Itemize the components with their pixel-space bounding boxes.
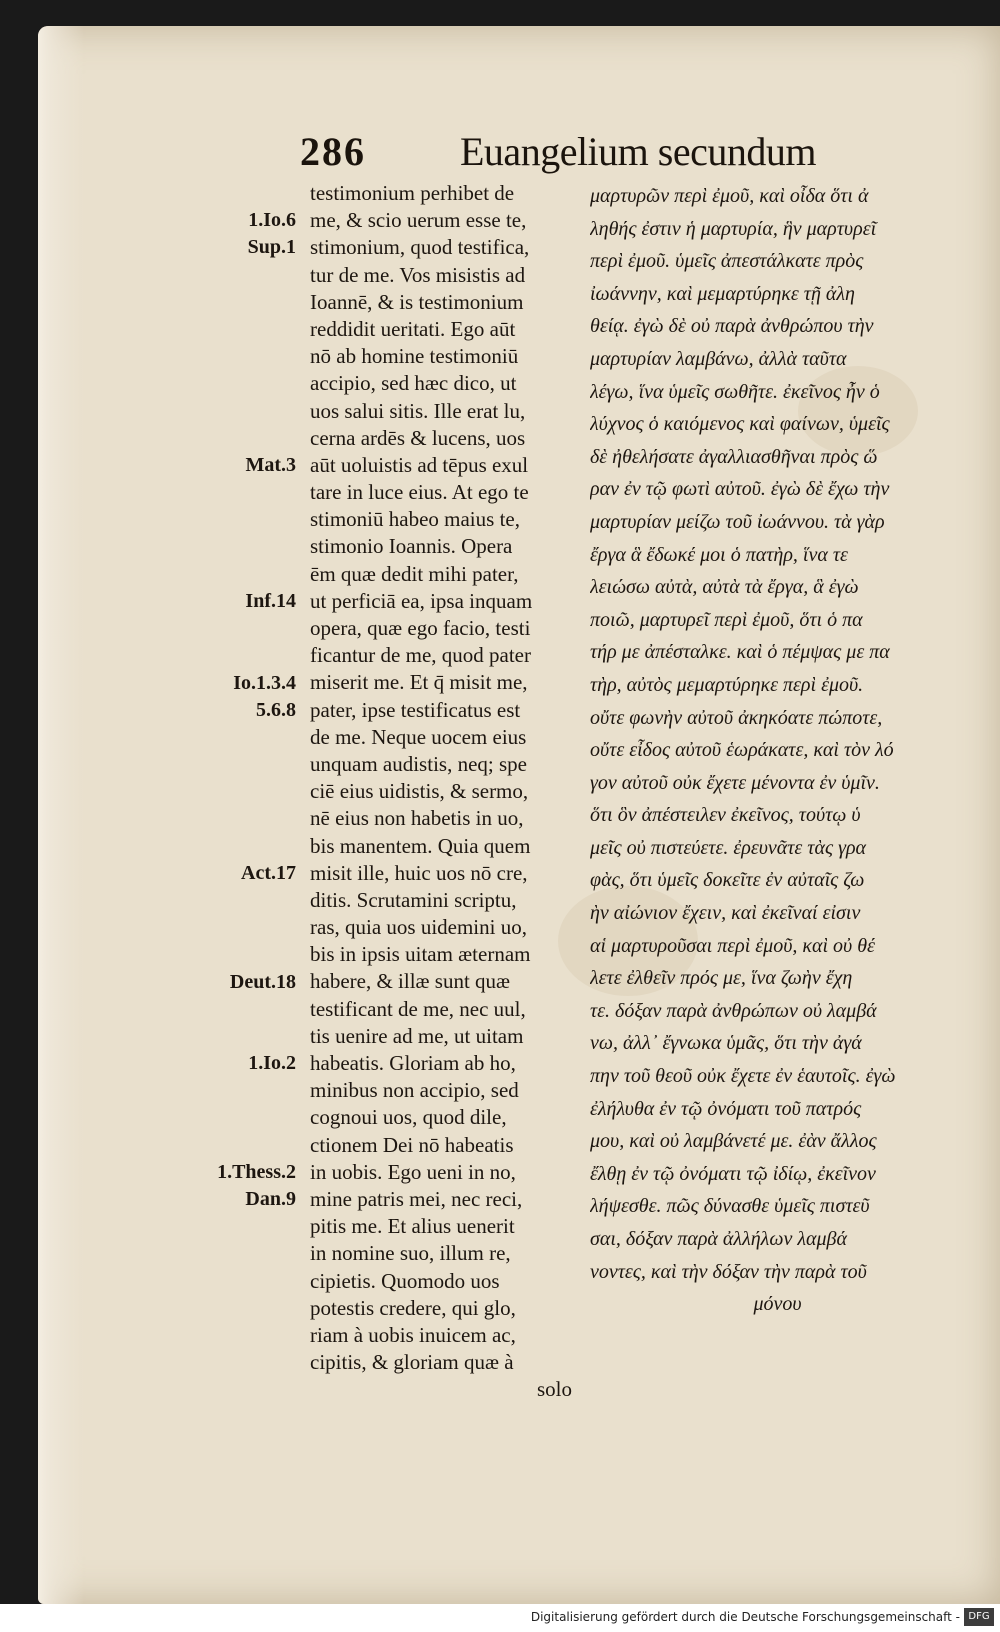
margin-reference: Act.17 [241, 862, 296, 884]
greek-line: πην τοῦ θεοῦ οὐκ ἔχετε ἐν ἑαυτοῖς. ἐγὼ [590, 1065, 896, 1088]
greek-line: οὔτε εἶδος αὐτοῦ ἑωράκατε, καὶ τὸν λό [590, 739, 894, 762]
latin-line: minibus non accipio, sed [310, 1078, 519, 1103]
page-edge-shadow [38, 26, 84, 1604]
margin-reference: Io.1.3.4 [233, 671, 296, 694]
latin-line: miserit me. Et q̄ misit me, [310, 670, 528, 695]
footer-credit: Digitalisierung gefördert durch die Deutsche Forschungsgemeinschaft - [530, 1610, 960, 1624]
greek-line: λήψεσθε. πῶς δύνασθε ὑμεῖς πιστεῦ [590, 1195, 870, 1218]
greek-line: ἐλήλυθα ἐν τῷ ὀνόματι τοῦ πατρός [590, 1097, 862, 1120]
greek-line: δὲ ἠθελήσατε ἀγαλλιασθῆναι πρὸς ὥ [590, 445, 878, 468]
greek-line: μεῖς οὐ πιστεύετε. ἐρευνᾶτε τὰς γρα [590, 836, 867, 859]
greek-line: τήρ με ἀπέσταλκε. καὶ ὁ πέμψας με πα [590, 641, 890, 664]
latin-line: me, & scio uerum esse te, [310, 208, 527, 233]
greek-text-column [590, 180, 965, 1321]
latin-line: nē eius non habetis in uo, [310, 806, 524, 831]
greek-line: ὴν αἰώνιον ἔχειν, καὶ ἐκεῖναί εἰσιν [590, 902, 861, 925]
dfg-logo: DFG [964, 1608, 994, 1626]
greek-line: νω, ἀλλ᾽ ἔγνωκα ὑμᾶς, ὅτι τὴν ἀγά [590, 1032, 862, 1055]
greek-line: γον αὐτοῦ οὐκ ἔχετε μένοντα ἐν ὑμῖν. [590, 771, 880, 794]
greek-line: φὰς, ὅτι ὑμεῖς δοκεῖτε ἐν αὐταῖς ζω [590, 869, 865, 892]
latin-line: misit ille, huic uos nō cre, [310, 860, 528, 885]
latin-line: unquam audistis, neq; spe [310, 751, 527, 776]
margin-reference: Deut.18 [229, 970, 296, 993]
latin-line: tur de me. Vos misistis ad [310, 262, 526, 287]
greek-line: λειώσω αὐτὰ, αὐτὰ τὰ ἔργα, ἃ ἐγὼ [590, 576, 859, 599]
page-header [300, 128, 860, 178]
latin-line: mine patris mei, nec reci, [310, 1186, 523, 1211]
margin-reference: 5.6.8 [256, 698, 296, 721]
latin-line: ficantur de me, quod pater [310, 643, 531, 668]
greek-line: ποιῶ, μαρτυρεῖ περὶ ἐμοῦ, ὅτι ὁ πα [590, 608, 863, 631]
page-number: 286 [300, 129, 366, 174]
greek-line: ἔργα ἃ ἔδωκέ μοι ὁ πατὴρ, ἵνα τε [590, 543, 848, 566]
greek-line: ληθής ἐστιν ἡ μαρτυρία, ἣν μαρτυρεῖ [590, 217, 877, 240]
latin-line: cognoui uos, quod dile, [310, 1105, 507, 1130]
greek-line: ἰωάννην, καὶ μεμαρτύρηκε τῇ ἀλη [590, 282, 855, 305]
greek-line: μαρτυρῶν περὶ ἐμοῦ, καὶ οἶδα ὅτι ἀ [590, 185, 869, 207]
latin-line: bis in ipsis uitam æternam [310, 942, 531, 967]
latin-line: pater, ipse testificatus est [310, 697, 521, 722]
latin-line: habeatis. Gloriam ab ho, [310, 1051, 516, 1075]
greek-line: μου, καὶ οὐ λαμβάνετέ με. ἐὰν ἄλλος [590, 1130, 877, 1153]
latin-line: stimoniū habeo maius te, [310, 507, 520, 532]
latin-line: Ioannē, & is testimonium [310, 289, 524, 314]
greek-line: νοντες, καὶ τὴν δόξαν τὴν παρὰ τοῦ [590, 1260, 867, 1283]
latin-line: reddidit ueritati. Ego aūt [310, 316, 516, 341]
latin-line: aūt uoluistis ad tēpus exul [310, 452, 529, 477]
greek-line: ραν ἐν τῷ φωτὶ αὐτοῦ. ἐγὼ δὲ ἔχω τὴν [590, 478, 890, 501]
margin-reference: Mat.3 [245, 454, 296, 476]
latin-line: ditis. Scrutamini scriptu, [310, 887, 517, 912]
latin-line: accipio, sed hæc dico, ut [310, 371, 517, 396]
greek-line: σαι, δόξαν παρὰ ἀλλήλων λαμβά [590, 1228, 847, 1250]
greek-line: τὴρ, αὐτὸς μεμαρτύρηκε περὶ ἐμοῦ. [590, 673, 864, 696]
latin-line: pitis me. Et alius uenerit [310, 1214, 515, 1239]
latin-line: ras, quia uos uidemini uo, [310, 915, 527, 940]
greek-line: οὔτε φωνὴν αὐτοῦ ἀκηκόατε πώποτε, [590, 706, 883, 729]
margin-reference: 1.Thess.2 [217, 1161, 296, 1184]
latin-line: in nomine suo, illum re, [310, 1241, 511, 1266]
latin-text-column [310, 180, 572, 1403]
greek-line: ὅτι ὃν ἀπέστειλεν ἐκεῖνος, τούτῳ ὑ [590, 804, 861, 827]
latin-line: uos salui sitis. Ille erat lu, [310, 398, 526, 423]
latin-line: testimonium perhibet de [310, 181, 515, 205]
margin-reference: 1.Io.6 [248, 209, 296, 232]
margin-reference: 1.Io.2 [248, 1052, 296, 1075]
latin-line: riam à uobis inuicem ac, [310, 1322, 516, 1347]
greek-catchword: μόνου [753, 1293, 802, 1316]
latin-line: ciē eius uidistis, & sermo, [310, 779, 529, 804]
running-head: Euangelium secundum [460, 129, 816, 174]
latin-line: opera, quæ ego facio, testi [310, 616, 531, 640]
latin-line: in uobis. Ego ueni in no, [310, 1159, 516, 1184]
greek-line: τε. δόξαν παρὰ ἀνθρώπων οὐ λαμβά [590, 999, 877, 1022]
latin-line: cerna ardēs & lucens, uos [310, 425, 526, 450]
latin-line: ctionem Dei nō habeatis [310, 1132, 514, 1157]
margin-reference: Sup.1 [247, 236, 296, 259]
latin-line: stimonio Ioannis. Opera [310, 534, 513, 559]
latin-line: cipietis. Quomodo uos [310, 1268, 500, 1293]
latin-line: testificant de me, nec uul, [310, 996, 526, 1021]
greek-line: λετε ἐλθεῖν πρός με, ἵνα ζωὴν ἔχη [590, 967, 853, 990]
footer-bar [0, 1604, 1000, 1632]
greek-line: θείᾳ. ἐγὼ δὲ οὐ παρὰ ἀνθρώπου τὴν [590, 315, 874, 338]
margin-reference: Inf.14 [245, 590, 296, 612]
greek-line: περὶ ἐμοῦ. ὑμεῖς ἀπεστάλκατε πρὸς [590, 250, 864, 273]
greek-line: μαρτυρίαν λαμβάνω, ἀλλὰ ταῦτα [590, 347, 847, 370]
greek-line: λέγω, ἵνα ὑμεῖς σωθῆτε. ἐκεῖνος ἦν ὁ [590, 380, 880, 403]
latin-line: potestis credere, qui glo, [310, 1295, 516, 1320]
latin-line: de me. Neque uocem eius [310, 724, 527, 749]
latin-line: tis uenire ad me, ut uitam [310, 1023, 524, 1048]
greek-line: λύχνος ὁ καιόμενος καὶ φαίνων, ὑμεῖς [590, 413, 890, 436]
greek-line: αἱ μαρτυροῦσαι περὶ ἐμοῦ, καὶ οὐ θέ [590, 934, 875, 957]
latin-line: ut perficiā ea, ipsa inquam [310, 588, 533, 613]
latin-line: tare in luce eius. At ego te [310, 480, 529, 505]
latin-line: stimonium, quod testifica, [310, 235, 530, 260]
latin-line: cipitis, & gloriam quæ à [310, 1350, 514, 1375]
latin-line: ēm quæ dedit mihi pater, [310, 561, 519, 586]
greek-line: μαρτυρίαν μείζω τοῦ ἰωάννου. τὰ γὰρ [590, 510, 885, 533]
latin-line: bis manentem. Quia quem [310, 833, 531, 858]
latin-catchword: solo [536, 1377, 572, 1402]
latin-line: habere, & illæ sunt quæ [310, 969, 511, 994]
latin-line: nō ab homine testimoniū [310, 344, 519, 369]
margin-reference: Dan.9 [245, 1188, 296, 1211]
greek-line: ἔλθῃ ἐν τῷ ὀνόματι τῷ ἰδίῳ, ἐκεῖνον [590, 1162, 876, 1185]
